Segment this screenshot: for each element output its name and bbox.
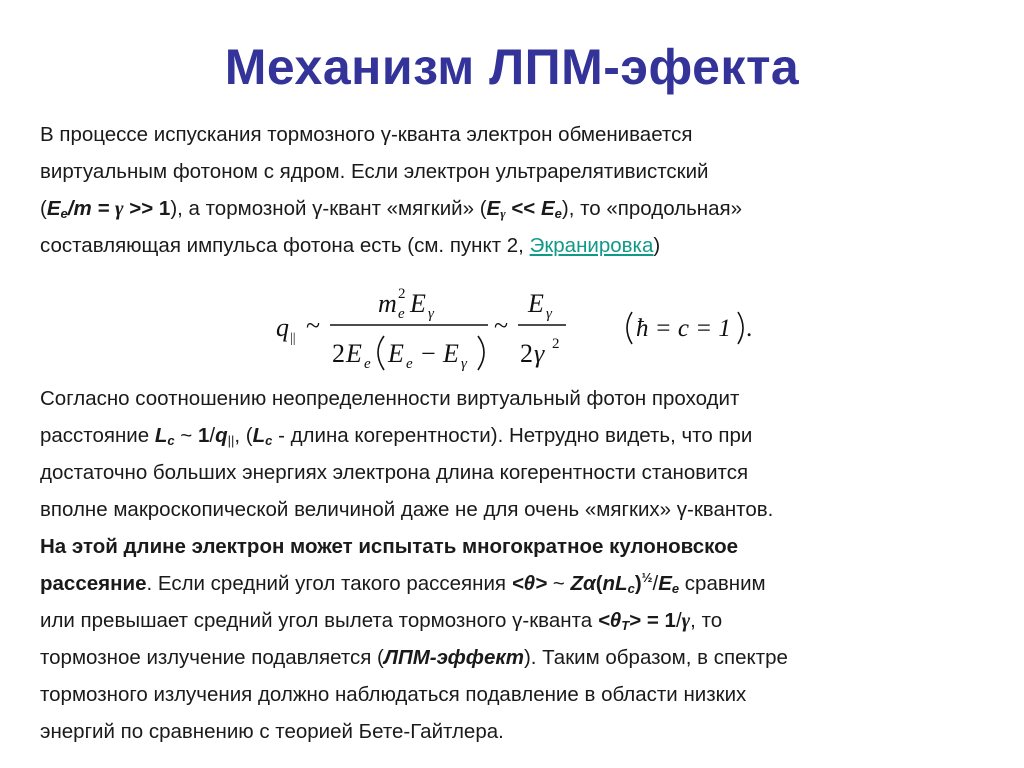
subscript: γ (461, 356, 467, 372)
subscript: e (60, 206, 68, 221)
subscript: e (406, 356, 413, 372)
superscript: 2 (552, 336, 560, 352)
subscript: e (364, 356, 371, 372)
symbol-E: E (443, 339, 459, 368)
subscript: e (554, 206, 562, 221)
text-line (40, 417, 990, 454)
text-fragment: или превышает средний угол вылета тормозного γ-кванта (40, 609, 598, 632)
paragraph-main (40, 380, 990, 750)
subscript: γ (500, 206, 506, 221)
text-line: Согласно соотношению неопределенности виртуальный фотон проходит (40, 387, 740, 410)
subscript: γ (428, 306, 434, 322)
text-line: В процессе испускания тормозного γ-кванта электрон обменивается (40, 123, 693, 146)
symbol-q: q (276, 313, 289, 342)
text-line (40, 565, 990, 602)
text-line: вполне макроскопической величиной даже не для очень «мягких» γ-квантов. (40, 498, 774, 521)
subscript: || (290, 331, 296, 346)
subscript: || (227, 433, 235, 448)
text-fragment: / (675, 609, 682, 632)
text-fragment: ), то «продольная» (561, 197, 743, 220)
subscript: e (671, 581, 680, 596)
text-line: тормозного излучения должно наблюдаться подавление в области низких (40, 683, 747, 706)
text-fragment: ), а тормозной γ-квант «мягкий» ( (170, 197, 487, 220)
text-fragment: ) (653, 234, 661, 257)
text-fragment: ( (595, 572, 603, 595)
text-fragment: расстояние (40, 424, 155, 447)
text-line-bold: На этой длине электрон может испытать многократное кулоновское (40, 535, 739, 558)
text-fragment: ~ (174, 424, 198, 447)
superscript: ½ (641, 570, 653, 585)
symbol-E: E (658, 572, 672, 595)
tilde: ~ (494, 311, 509, 340)
text-fragment: << (505, 197, 541, 220)
text-fragment: / (209, 424, 216, 447)
paren-right (738, 312, 743, 344)
text-fragment: / (652, 572, 659, 595)
text-fragment: > = 1 (629, 609, 676, 632)
subscript: c (265, 433, 273, 448)
symbol-L: L (154, 424, 168, 447)
symbol-E: E (540, 197, 555, 220)
symbol-E: E (388, 339, 404, 368)
text-fragment: ) (634, 572, 642, 595)
superscript: 2 (398, 286, 406, 302)
text-fragment: . Если средний угол такого рассеяния (146, 572, 512, 595)
paren-left (627, 312, 632, 344)
slide-title: Механизм ЛПМ-эфекта (224, 39, 800, 95)
digit: 2 (332, 339, 345, 368)
symbol-E: E (410, 289, 426, 318)
text-line (40, 639, 990, 676)
symbol-Z-alpha: Zα (570, 572, 596, 595)
paren-left (378, 336, 384, 370)
symbol-m: m (378, 289, 397, 318)
symbol-E: E (46, 197, 61, 220)
symbol-E: E (346, 339, 362, 368)
text-line: виртуальным фотоном с ядром. Если электрон ультрарелятивистский (40, 160, 709, 183)
text-fragment: , ( (234, 424, 253, 447)
text-line: энергий по сравнению с теорией Бете-Гайтлера. (40, 720, 504, 743)
symbol-E: E (486, 197, 501, 220)
text-fragment: сравним (679, 572, 766, 595)
text-fragment: ( (40, 197, 47, 220)
symbol-nL: nL (602, 572, 628, 595)
subscript: e (398, 306, 405, 322)
digit: 2 (520, 339, 533, 368)
text-fragment: составляющая импульса фотона есть (см. пункт 2, (40, 234, 530, 257)
symbol-m: /m = (67, 197, 116, 220)
text-line (40, 227, 990, 264)
symbol-theta: <θ> (511, 572, 548, 595)
minus: − (421, 339, 436, 368)
text-fragment: ~ (547, 572, 571, 595)
symbol-gamma: γ (681, 610, 691, 632)
symbol-theta-T: <θ (597, 609, 622, 632)
text-line (40, 190, 990, 227)
text-line: достаточно больших энергиях электрона длина когерентности становится (40, 461, 749, 484)
symbol-L: L (252, 424, 266, 447)
text-fragment-bold: рассеяние (40, 572, 147, 595)
subscript: γ (546, 306, 552, 322)
symbol-gamma: γ (115, 198, 124, 220)
paragraph-intro (40, 116, 990, 264)
formula-block (0, 278, 1024, 378)
term-lpm-effect: ЛПМ-эффект (383, 646, 524, 669)
text-line (40, 602, 990, 639)
text-fragment: ). Таким образом, в спектре (523, 646, 788, 669)
symbol-E: E (528, 289, 544, 318)
subscript: T (621, 618, 630, 633)
text-fragment: , то (690, 609, 723, 632)
screening-link[interactable]: Экранировка (529, 234, 654, 257)
text-fragment: >> 1 (123, 197, 171, 220)
tilde: ~ (306, 311, 321, 340)
text-fragment: - длина когерентности). Нетрудно видеть, что при (272, 424, 753, 447)
symbol-gamma: γ (534, 339, 545, 368)
units: ħ = c = 1 (636, 315, 731, 342)
subscript: c (167, 433, 175, 448)
symbol-q: q (215, 424, 228, 447)
subscript: c (627, 581, 635, 596)
period: . (746, 315, 753, 342)
formula-svg (0, 278, 1024, 378)
text-fragment: тормозное излучение подавляется ( (40, 646, 384, 669)
paren-right (478, 336, 484, 370)
digit: 1 (197, 424, 210, 447)
